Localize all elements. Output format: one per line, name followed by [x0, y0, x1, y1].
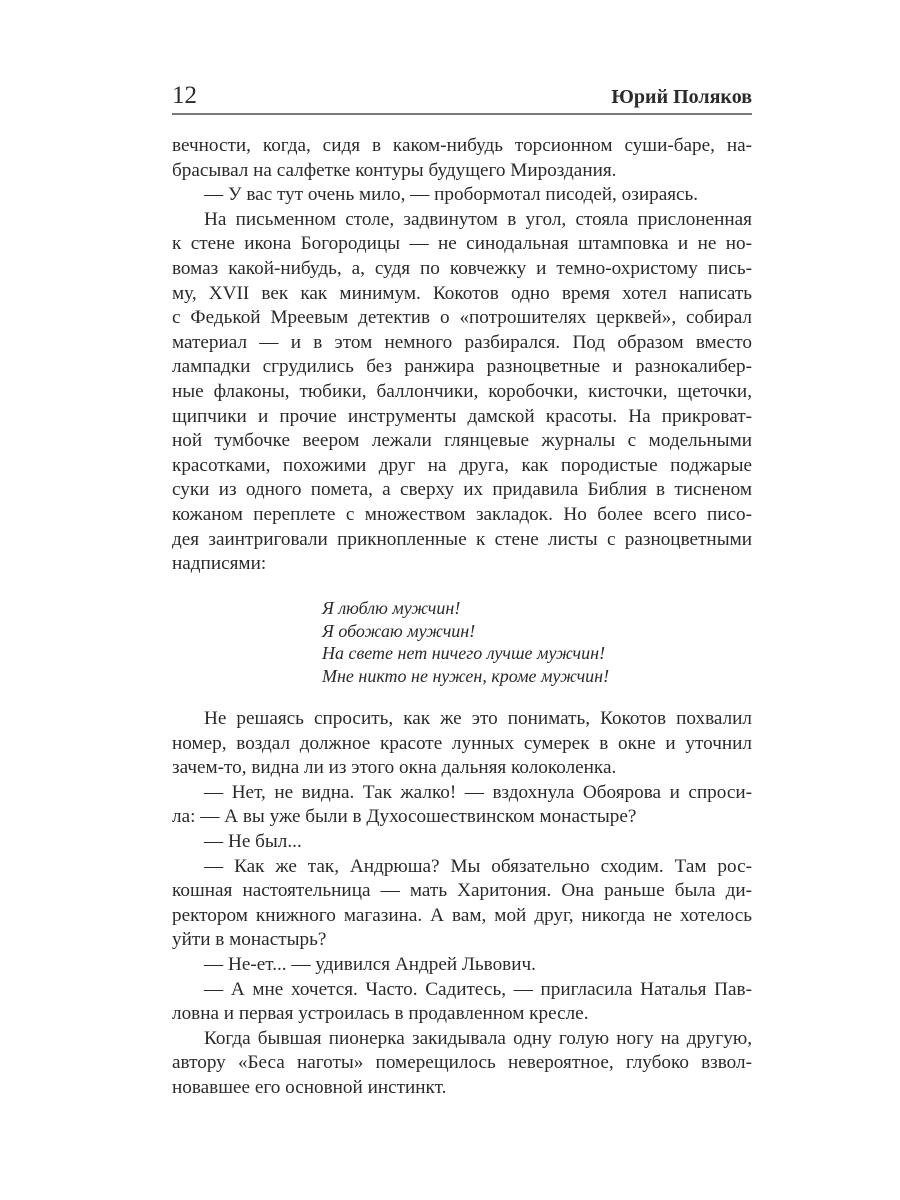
text-line: суки из одного помета, а сверху их придавила Библия в тисненом [172, 479, 752, 501]
text-line: к стене икона Богородицы — не синодальная штамповка и не но- [172, 233, 752, 255]
text-line: — Не был... [204, 830, 302, 852]
text-line: ректором книжного магазина. А вам, мой друг, никогда не хотелось [172, 904, 752, 926]
text-line: кошная настоятельница — мать Харитония. Она раньше была ди- [172, 880, 752, 902]
text-line: ла: — А вы уже были в Духосошествинском монастыре? [172, 806, 637, 828]
text-line: — У вас тут очень мило, — пробормотал писодей, озираясь. [204, 184, 699, 206]
text-line: уйти в монастырь? [172, 929, 327, 951]
poem-inscriptions [322, 597, 609, 687]
text-line: кожаном переплете с множеством закладок. Но более всего писо- [172, 503, 752, 525]
header-rule [172, 113, 752, 115]
text-line: лампадки сгрудились без ранжира разноцветные и разнокалибер- [172, 356, 752, 378]
text-line: зачем-то, видна ли из этого окна дальняя колоколенка. [172, 757, 617, 779]
text-line: На письменном столе, задвинутом в угол, стояла прислоненная [204, 208, 752, 230]
text-block-2 [172, 707, 752, 1101]
text-line: — Нет, не видна. Так жалко! — вздохнула Обоярова и спроси- [204, 781, 752, 803]
text-line: — Не-ет... — удивился Андрей Львович. [204, 953, 536, 975]
text-line: — А мне хочется. Часто. Садитесь, — пригласила Наталья Пав- [204, 978, 752, 1000]
text-line: надписями: [172, 553, 267, 575]
running-head-author: Юрий Поляков [611, 86, 752, 108]
text-line: му, XVII век как минимум. Кокотов одно время хотел написать [172, 282, 752, 304]
poem-line: На свете нет ничего лучше мужчин! [322, 643, 606, 663]
poem-line: Я люблю мужчин! [322, 598, 461, 618]
text-line: Когда бывшая пионерка закидывала одну голую ногу на другую, [204, 1027, 752, 1049]
text-line: с Федькой Мреевым детектив о «потрошителях церквей», собирал [172, 307, 752, 329]
text-line: ные флаконы, тюбики, баллончики, коробочки, кисточки, щеточки, [172, 380, 752, 402]
text-line: щипчики и прочие инструменты дамской красоты. На прикроват- [172, 405, 752, 427]
text-line: новавшее его основной инстинкт. [172, 1076, 447, 1098]
text-line: материал — и в этом немного разбирался. Под образом вместо [172, 331, 752, 353]
running-head [172, 82, 752, 114]
text-line: ной тумбочке веером лежали глянцевые журналы с модельными [172, 430, 752, 452]
text-line: вечности, когда, сидя в каком-нибудь торсионном суши-баре, на- [172, 135, 752, 156]
text-line: Не решаясь спросить, как же это понимать, Кокотов похвалил [204, 708, 752, 729]
page-number: 12 [172, 82, 197, 109]
text-block-1 [172, 134, 752, 577]
text-line: — Как же так, Андрюша? Мы обязательно сходим. Там рос- [204, 855, 752, 877]
text-line: красотками, похожими друг на друга, как породистые поджарые [172, 454, 752, 476]
text-line: брасывал на салфетке контуры будущего Мироздания. [172, 159, 617, 181]
text-line: ловна и первая устроилась в продавленном кресле. [172, 1003, 589, 1025]
poem-line: Я обожаю мужчин! [322, 620, 476, 641]
poem-line: Мне никто не нужен, кроме мужчин! [322, 665, 610, 686]
text-line: номер, воздал должное красоте лунных сумерек в окне и уточнил [172, 732, 752, 754]
text-line: автору «Беса наготы» померещилось невероятное, глубоко взвол- [172, 1052, 752, 1074]
text-line: вомаз какой-нибудь, а, судя по ковчежку и темно-охристому пись- [172, 257, 752, 279]
text-line: дея заинтриговали прикнопленные к стене листы с разноцветными [172, 528, 752, 550]
